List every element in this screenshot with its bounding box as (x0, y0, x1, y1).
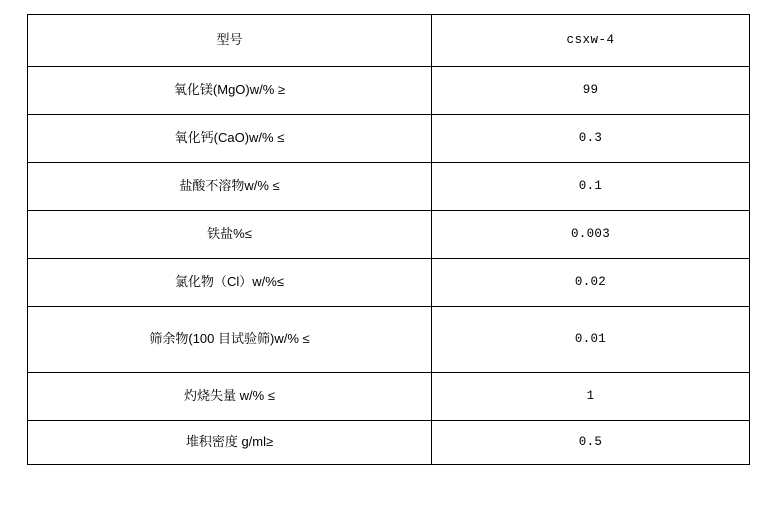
table-row (28, 373, 750, 421)
cell-text: 1 (586, 389, 595, 404)
table-cell-parameter (28, 211, 432, 259)
table-row (28, 67, 750, 115)
cell-text: 0.3 (578, 131, 603, 146)
table-cell-value (432, 163, 750, 211)
table-cell-parameter (28, 67, 432, 115)
table-cell-parameter (28, 115, 432, 163)
table-cell-value (432, 373, 750, 421)
table-row (28, 15, 750, 67)
table-cell-parameter (28, 15, 432, 67)
cell-text: csxw-4 (566, 33, 615, 48)
cell-text: 氯化物（Cl）w/%≤ (175, 274, 284, 290)
table-cell-parameter (28, 259, 432, 307)
table-body (28, 15, 750, 465)
table-cell-value (432, 259, 750, 307)
table-cell-value (432, 421, 750, 465)
cell-text: 堆积密度 g/ml≥ (185, 434, 274, 450)
specification-table (27, 14, 750, 465)
table-row (28, 163, 750, 211)
table-row (28, 307, 750, 373)
table-cell-value (432, 115, 750, 163)
table-row (28, 211, 750, 259)
table-cell-value (432, 67, 750, 115)
cell-text: 灼烧失量 w/% ≤ (184, 388, 275, 404)
cell-text: 0.5 (578, 435, 603, 450)
table-cell-value (432, 307, 750, 373)
table-row (28, 259, 750, 307)
cell-text: 0.003 (570, 227, 610, 242)
table-cell-value (432, 211, 750, 259)
cell-text: 0.02 (574, 275, 607, 290)
cell-text: 99 (582, 83, 599, 98)
table-row (28, 115, 750, 163)
cell-text: 筛余物(100 目试验筛)w/% ≤ (149, 331, 310, 347)
cell-text: 氧化钙(CaO)w/% ≤ (174, 130, 285, 146)
cell-text: 型号 (216, 32, 243, 48)
table-cell-value (432, 15, 750, 67)
cell-text: 0.1 (578, 179, 603, 194)
table-cell-parameter (28, 373, 432, 421)
table-cell-parameter (28, 163, 432, 211)
cell-text: 0.01 (574, 332, 607, 347)
cell-text: 氧化镁(MgO)w/% ≥ (173, 82, 286, 98)
table-cell-parameter (28, 307, 432, 373)
table-cell-parameter (28, 421, 432, 465)
cell-text: 盐酸不溶物w/% ≤ (179, 178, 280, 194)
cell-text: 铁盐%≤ (207, 226, 252, 242)
table-row (28, 421, 750, 465)
